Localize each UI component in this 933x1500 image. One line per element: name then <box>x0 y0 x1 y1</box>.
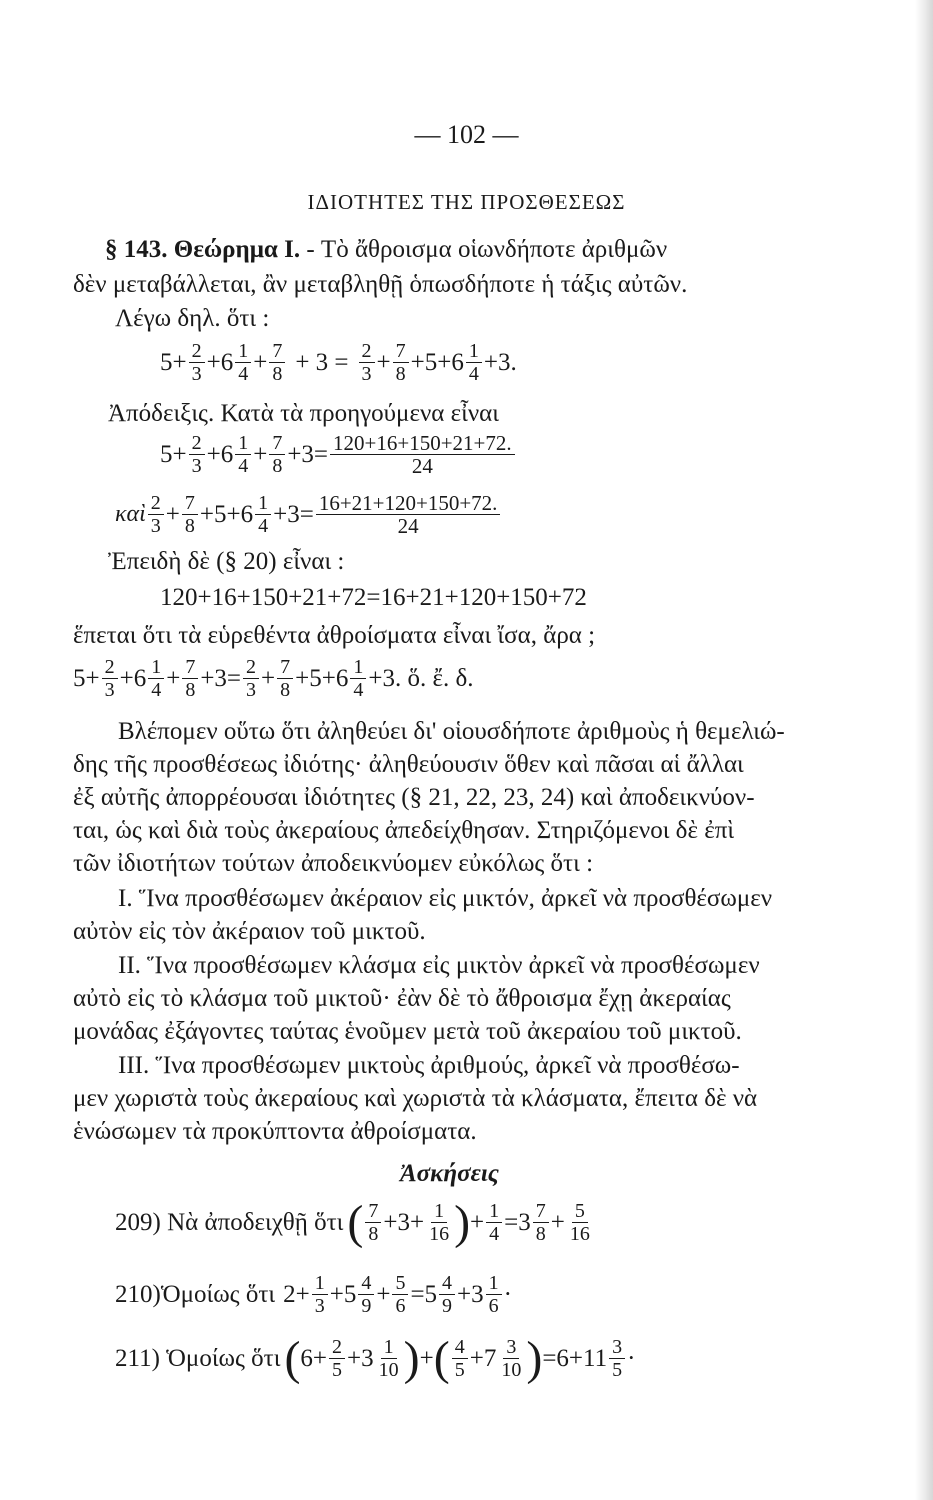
math-text: + <box>470 1208 485 1236</box>
math-text: 7 <box>269 340 285 363</box>
body-line-2: δης τῆς προσθέσεως ἰδιότης· ἀληθεύουσιν ὅθεν καὶ πᾶσαι αἱ ἄλλαι <box>73 751 744 778</box>
math-text: 2+ <box>283 1280 310 1308</box>
theorem-line-2: δὲν μεταβάλλεται, ἂν μεταβληθῇ ὁπωσδήποτε ἡ τάξις αὐτῶν. <box>73 271 688 298</box>
math-text: 3 <box>609 1336 625 1359</box>
math-text: 1 <box>486 1272 502 1295</box>
exercises-title: Ἀσκήσεις <box>400 1160 499 1187</box>
math-text: +3= <box>273 500 314 528</box>
rule-1-line-1: I. Ἵνα προσθέσωμεν ἀκέραιον εἰς μικτόν, ἀρκεῖ νὰ προσθέσωμεν <box>118 885 773 912</box>
fraction <box>243 656 259 701</box>
math-text: 5 <box>454 1359 465 1381</box>
math-text: 3 <box>246 679 257 701</box>
math-text: 16+21+120+150+72. <box>316 492 501 515</box>
fraction <box>376 1336 402 1381</box>
fraction <box>486 1272 502 1317</box>
math-text: 2 <box>189 432 205 455</box>
fraction <box>182 656 198 701</box>
math-text: 2 <box>102 656 118 679</box>
math-text: 9 <box>442 1295 453 1317</box>
math-text: 8 <box>368 1223 379 1245</box>
math-text: +3= <box>287 440 329 468</box>
fraction <box>277 656 293 701</box>
math-text: 8 <box>185 679 196 701</box>
math-text: 7 <box>182 656 198 679</box>
math-text: 1 <box>381 1336 397 1359</box>
fraction <box>359 340 375 385</box>
body-line-4: ται, ὡς καὶ διὰ τοὺς ἀκεραίους ἀπεδείχθησαν. Στηριζόμενοι δὲ ἐπὶ <box>73 817 735 844</box>
math-text: 4 <box>452 1336 468 1359</box>
math-text: 210)Ὁμοίως ὅτι <box>115 1280 276 1308</box>
math-text: + <box>376 348 391 376</box>
theorem-line-1 <box>105 236 667 264</box>
fraction <box>312 1272 328 1317</box>
math-text: =3 <box>504 1208 531 1236</box>
math-text: ( <box>433 1331 450 1385</box>
section-heading: ΙΔΙΟΤΗΤΕΣ ΤΗΣ ΠΡΟΣΘΕΣΕΩΣ <box>307 190 626 214</box>
fraction <box>189 432 205 477</box>
body-line-3: ἐξ αὐτῆς ἀπορρέουσαι ἰδιότητες (§ 21, 22, 23, 24) καὶ ἀποδεικνύον- <box>73 784 755 811</box>
fraction <box>255 492 271 537</box>
math-text: =5 <box>410 1280 438 1308</box>
math-text: +7 <box>469 1344 497 1372</box>
fraction <box>358 1272 374 1317</box>
math-text: + 3 = <box>295 348 349 376</box>
math-text: + <box>253 440 268 468</box>
math-text: +6 <box>206 440 234 468</box>
math-text: · <box>503 1280 512 1308</box>
math-text: 10 <box>501 1359 522 1381</box>
math-text: 3 <box>191 455 202 477</box>
math-text: +5+6 <box>295 664 349 692</box>
math-text: ) <box>403 1331 420 1385</box>
math-text: 1 <box>486 1200 502 1223</box>
math-text: 10 <box>378 1359 399 1381</box>
fraction <box>269 432 285 477</box>
math-text: ( <box>347 1195 364 1249</box>
section-number: § 143. <box>105 236 168 263</box>
body-line-1: Βλέπομεν οὕτω ὅτι ἀληθεύει δι' οἱουσδήποτε ἀριθμοὺς ἡ θεμελιώ- <box>118 718 785 745</box>
math-text: 5+ <box>73 664 100 692</box>
exercise-210 <box>115 1272 512 1317</box>
math-text: 5 <box>612 1359 623 1381</box>
math-text: +3 <box>347 1344 374 1372</box>
math-text: 1 <box>148 656 164 679</box>
math-text: + <box>419 1344 434 1372</box>
math-text: +3= <box>200 664 242 692</box>
math-text: +3. <box>483 348 517 376</box>
rule-2-line-1: II. Ἵνα προσθέσωμεν κλάσμα εἰς μικτὸν ἀρκεῖ νὰ προσθέσωμεν <box>118 952 760 979</box>
fraction <box>148 656 164 701</box>
math-text: 24 <box>411 454 433 478</box>
fraction <box>329 1336 345 1381</box>
rule-3-line-3: ἑνώσωμεν τὰ προκύπτοντα ἀθροίσματα. <box>73 1118 477 1145</box>
since-line: Ἐπειδὴ δὲ (§ 20) εἶναι : <box>108 548 345 575</box>
math-text: 209) Νὰ ἀποδειχθῇ ὅτι <box>115 1208 344 1236</box>
math-text: 5 <box>572 1200 588 1223</box>
math-text: 3 <box>314 1295 325 1317</box>
fraction <box>235 432 251 477</box>
math-text: 5 <box>332 1359 343 1381</box>
math-text: +3 <box>457 1280 484 1308</box>
fraction <box>498 1336 524 1381</box>
math-text: 3 <box>361 363 372 385</box>
math-text: 8 <box>184 515 195 537</box>
math-text: 3 <box>191 363 202 385</box>
equation-3 <box>115 492 502 537</box>
math-text: 1 <box>431 1200 447 1223</box>
math-text: 4 <box>358 1272 374 1295</box>
math-text: 5+ <box>160 348 187 376</box>
math-text: 2 <box>189 340 205 363</box>
math-text: 1 <box>255 492 271 515</box>
math-text: 16 <box>569 1223 590 1245</box>
fraction <box>439 1272 455 1317</box>
math-text: · <box>627 1344 636 1372</box>
math-text: ) <box>454 1195 471 1249</box>
exercise-211 <box>115 1331 636 1385</box>
rule-3-line-1: III. Ἵνα προσθέσωμεν μικτοὺς ἀριθμούς, ἀρκεῖ νὰ προσθέσω- <box>118 1052 740 1079</box>
theorem-text-1: - Τὸ ἄθροισμα οἱωνδήποτε ἀριθμῶν <box>300 236 668 263</box>
page-number: — 102 — <box>414 120 519 149</box>
math-text: 3 <box>503 1336 519 1359</box>
math-text: 7 <box>269 432 285 455</box>
math-text: 7 <box>533 1200 549 1223</box>
equation-2 <box>160 432 517 477</box>
math-text: 8 <box>272 363 283 385</box>
math-text: 3 <box>104 679 115 701</box>
fraction <box>452 1336 468 1381</box>
math-text: =6+11 <box>542 1344 608 1372</box>
math-text: 4 <box>238 455 249 477</box>
math-text: 24 <box>397 514 419 538</box>
math-text: ( <box>284 1331 301 1385</box>
fraction <box>316 492 501 537</box>
math-text: 16 <box>429 1223 450 1245</box>
rule-2-line-3: μονάδας ἐξάγοντες ταύτας ἑνοῦμεν μετὰ τοῦ ἀκεραίου τοῦ μικτοῦ. <box>73 1018 742 1045</box>
math-text: + <box>166 664 181 692</box>
fraction <box>393 340 409 385</box>
math-text: 5+ <box>160 440 187 468</box>
math-text: 4 <box>353 679 364 701</box>
math-text: 4 <box>489 1223 500 1245</box>
math-text: + <box>165 500 180 528</box>
math-text: 4 <box>468 363 479 385</box>
math-text: 4 <box>151 679 162 701</box>
math-text: 1 <box>235 432 251 455</box>
math-text: + <box>376 1280 391 1308</box>
sum-line: 120+16+150+21+72=16+21+120+150+72 <box>160 584 587 611</box>
math-text: 1 <box>312 1272 328 1295</box>
math-text: 2 <box>148 492 164 515</box>
math-text: 6 <box>488 1295 499 1317</box>
math-text: 6+ <box>300 1344 328 1372</box>
fraction <box>330 432 515 477</box>
fraction <box>189 340 205 385</box>
exercise-209 <box>115 1195 595 1249</box>
math-text: 4 <box>238 363 249 385</box>
lego-line: Λέγω δηλ. ὅτι : <box>115 305 270 332</box>
math-text: καὶ <box>115 501 146 527</box>
follows-line: ἕπεται ὅτι τὰ εὑρεθέντα ἀθροίσματα εἶναι ἴσα, ἄρα ; <box>73 622 596 649</box>
math-text: 7 <box>277 656 293 679</box>
rule-3-line-2: μεν χωριστὰ τοὺς ἀκεραίους καὶ χωριστὰ τὰ κλάσματα, ἔπειτα δὲ νὰ <box>73 1085 758 1112</box>
math-text: 7 <box>365 1200 381 1223</box>
fraction <box>269 340 285 385</box>
math-text: 1 <box>235 340 251 363</box>
math-text: 5 <box>392 1272 408 1295</box>
equation-4 <box>73 656 473 701</box>
math-text: 2 <box>359 340 375 363</box>
fraction <box>609 1336 625 1381</box>
math-text: + <box>261 664 276 692</box>
fraction <box>567 1200 593 1245</box>
math-text: 1 <box>466 340 482 363</box>
math-text: 4 <box>258 515 269 537</box>
math-text: 7 <box>393 340 409 363</box>
math-text: 2 <box>329 1336 345 1359</box>
page-binding-shadow <box>915 0 933 1500</box>
fraction <box>392 1272 408 1317</box>
math-text: 211) Ὁμοίως ὅτι <box>115 1344 281 1372</box>
rule-2-line-2: αὐτὸ εἰς τὸ κλάσμα τοῦ μικτοῦ· ἐὰν δὲ τὸ ἄθροισμα ἔχῃ ἀκεραίας <box>73 985 731 1012</box>
theorem-title: Θεώρημα I. <box>173 236 301 263</box>
fraction <box>466 340 482 385</box>
math-text: +5+6 <box>199 500 254 528</box>
math-text: 6 <box>395 1295 406 1317</box>
body-line-5: τῶν ἰδιοτήτων τούτων ἀποδεικνύομεν εὐκόλως ὅτι : <box>73 850 594 877</box>
fraction <box>102 656 118 701</box>
math-text: 3 <box>150 515 161 537</box>
math-text: 8 <box>535 1223 546 1245</box>
fraction <box>182 492 198 537</box>
math-text: ) <box>526 1331 543 1385</box>
fraction <box>426 1200 452 1245</box>
math-text: 4 <box>439 1272 455 1295</box>
math-text: 7 <box>182 492 198 515</box>
math-text: 120+16+150+21+72. <box>330 432 515 455</box>
math-text: 9 <box>361 1295 372 1317</box>
proof-intro: Ἀπόδειξις. Κατὰ τὰ προηγούμενα εἶναι <box>108 400 499 427</box>
math-text: +5+6 <box>410 348 464 376</box>
rule-1-line-2: αὐτὸν εἰς τὸν ἀκέραιον τοῦ μικτοῦ. <box>73 918 426 945</box>
fraction <box>148 492 164 537</box>
math-text: +3. ὅ. ἔ. δ. <box>368 664 474 692</box>
math-text: 8 <box>272 455 283 477</box>
fraction <box>235 340 251 385</box>
math-text: 2 <box>243 656 259 679</box>
math-text: +3+ <box>383 1208 425 1236</box>
math-text: +6 <box>206 348 234 376</box>
math-text: 8 <box>280 679 291 701</box>
math-text: +5 <box>329 1280 357 1308</box>
math-text: 8 <box>395 363 406 385</box>
fraction <box>486 1200 502 1245</box>
math-text: + <box>253 348 268 376</box>
math-text: + <box>550 1208 565 1236</box>
math-text: +6 <box>119 664 147 692</box>
fraction <box>350 656 366 701</box>
fraction <box>533 1200 549 1245</box>
equation-1 <box>160 340 517 385</box>
fraction <box>365 1200 381 1245</box>
math-text: 1 <box>350 656 366 679</box>
